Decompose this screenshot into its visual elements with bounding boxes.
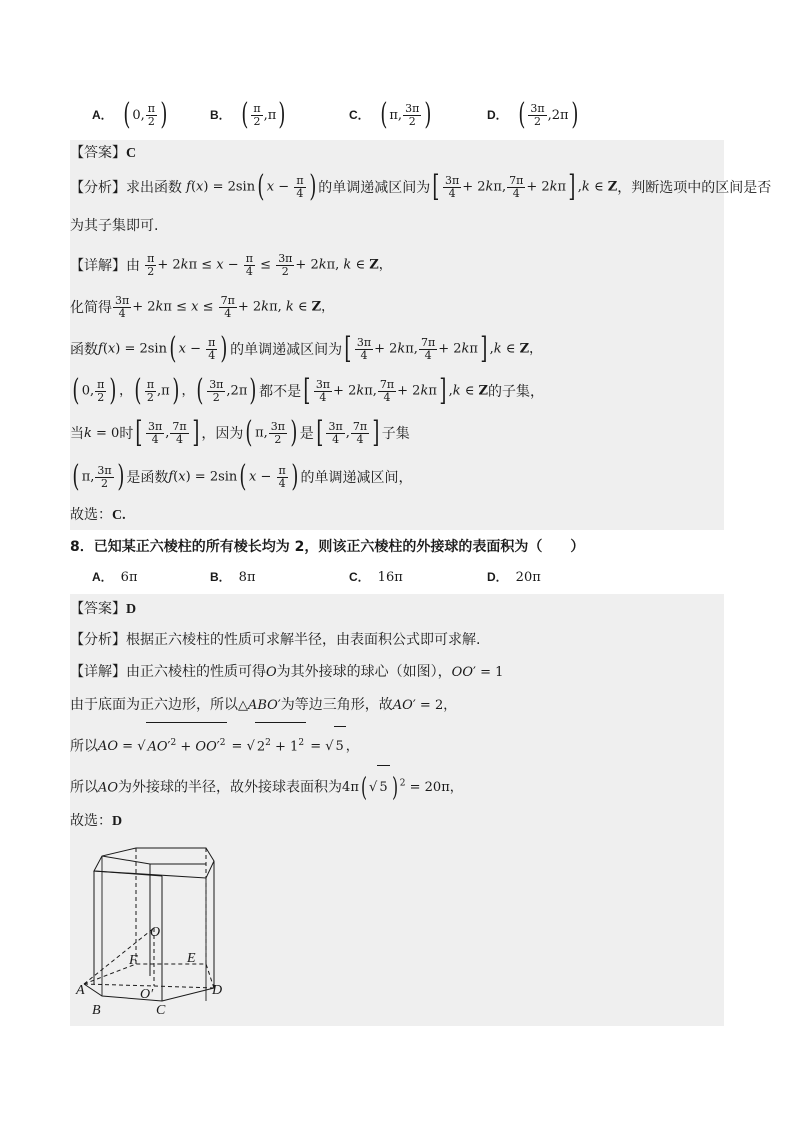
- interval-expression: [ $\frac{3\pi}{4}$ + 2kπ, $\frac{7\pi}{4}$ + 2kπ] ,k ∈ Z，: [344, 331, 543, 366]
- detail-text: 所以: [70, 779, 98, 796]
- interval-option-c: ( π, $\frac{3\pi}{2}$ ): [72, 459, 125, 494]
- detail-text: ，因为: [201, 426, 244, 442]
- analysis-text: 求出函数: [126, 180, 182, 196]
- point-o: O: [266, 665, 277, 680]
- option-label: C．: [349, 107, 370, 122]
- option-label: D．: [487, 570, 508, 584]
- option-value: 8π: [238, 570, 256, 585]
- ao-segment: AO: [98, 780, 119, 796]
- detail-text: 时: [119, 426, 134, 442]
- detail-text: 的单调递减区间，: [300, 470, 413, 486]
- analysis-text: ，判断选项中的区间是否: [617, 180, 772, 196]
- detail-text: 当: [70, 426, 84, 442]
- q8-detail3: [70, 722, 724, 762]
- q7-analysis-line2: [70, 208, 724, 244]
- analysis-label: 【分析】: [70, 632, 126, 648]
- detail-text: 是: [299, 426, 314, 442]
- label-a: A: [76, 983, 85, 998]
- detail-text: 化简得: [70, 300, 112, 316]
- question-text: 已知某正六棱柱的所有棱长均为 2，则该正六棱柱的外接球的表面积为（ ）: [93, 539, 585, 555]
- detail-text: 为等边三角形，故: [280, 697, 393, 713]
- q7-detail-step1: [70, 244, 724, 286]
- function-expression: f(x) = 2sin( x − $\frac{\pi}{4}$ ): [98, 331, 228, 366]
- detail-label: 【详解】: [70, 258, 126, 274]
- option-label: B．: [210, 570, 231, 584]
- option-label: D．: [487, 107, 508, 122]
- ao-prime-length: AO′ = 2，: [392, 698, 457, 713]
- q7-option-c[interactable]: [349, 97, 434, 132]
- detail-text: 由: [126, 258, 140, 274]
- interval-expression: [ $\frac{3\pi}{4}$ + 2kπ, $\frac{7\pi}{4}$ + 2kπ] ,k ∈ Z: [432, 169, 618, 204]
- interval-k0: [ $\frac{3\pi}{4}$ , $\frac{7\pi}{4}$ ]: [316, 415, 380, 450]
- option-value: 16π: [377, 570, 403, 585]
- option-label: A．: [92, 107, 113, 122]
- detail-text: 所以: [70, 738, 98, 755]
- hexagonal-prism-diagram: [74, 836, 254, 1026]
- option-value: 20π: [515, 570, 541, 585]
- q8-analysis: [70, 624, 724, 656]
- inequality-expression: $\frac{\pi}{2}$ + 2kπ ≤ x − $\frac{\pi}{4}$ ≤ $\frac{3\pi}{2}$ + 2kπ, k ∈ Z，: [147, 251, 392, 278]
- function-expression: f(x) = 2sin( x − $\frac{\pi}{4}$ ): [168, 459, 299, 494]
- analysis-text: 的单调递减区间为: [318, 180, 431, 196]
- q7-detail-step3: [70, 328, 724, 370]
- option-label: B．: [210, 107, 231, 122]
- detail-text: 的子集，: [488, 384, 545, 400]
- label-d: D: [212, 983, 223, 998]
- q8-option-d[interactable]: [487, 568, 541, 585]
- option-value: 6π: [120, 570, 138, 585]
- option-c-math: ( π, $\frac{3\pi}{2}$ ): [380, 97, 432, 132]
- detail-text: 由于底面为正六边形，所以: [70, 697, 238, 713]
- q7-conclusion: [70, 500, 724, 530]
- detail-label: 【详解】: [70, 664, 126, 680]
- option-b-math: ( $\frac{\pi}{2}$ ,π): [241, 97, 286, 132]
- label-b: B: [92, 1003, 101, 1018]
- option-label: C．: [349, 570, 370, 584]
- interval-k0: [ $\frac{3\pi}{4}$ , $\frac{7\pi}{4}$ ]: [135, 415, 200, 450]
- detail-text: 都不是: [259, 384, 302, 400]
- conclusion-value: C.: [112, 508, 126, 523]
- triangle-abo: △ABO′: [238, 698, 281, 713]
- simplified-expression: $\frac{3\pi}{4}$ + 2kπ ≤ x ≤ $\frac{7\pi}{4}$ + 2kπ, k ∈ Z，: [115, 293, 335, 320]
- option-a-math: ( 0, $\frac{\pi}{2}$ ): [123, 97, 168, 132]
- label-o: O: [150, 925, 161, 940]
- answer-label: 【答案】: [70, 601, 126, 617]
- surface-area-calc: 4π( √ 5 ) $^2$ = 20π，: [342, 780, 463, 795]
- label-c: C: [156, 1003, 166, 1018]
- q7-detail-step2: [70, 286, 724, 328]
- q8-option-b[interactable]: [210, 568, 256, 585]
- bottom-back-edges: [84, 964, 214, 988]
- q8-question: [70, 536, 724, 558]
- conclusion-label: 故选：: [70, 813, 112, 829]
- detail-text: 函数: [70, 342, 98, 358]
- answer-label: 【答案】: [70, 145, 126, 161]
- detail-text: 是函数: [126, 470, 169, 486]
- q7-detail-step6: [70, 454, 724, 500]
- q7-option-d[interactable]: [487, 97, 580, 132]
- q8-option-c[interactable]: [349, 568, 403, 585]
- question-number: 8．: [70, 539, 94, 555]
- answer-value: C: [126, 146, 137, 161]
- ao-calculation: AO = √ $AO'^2 + OO'^2$ = √ $2^2 + 1^2$ = √ 5 ，: [98, 739, 359, 754]
- intervals-list: ( 0, $\frac{\pi}{2}$ ) ，( $\frac{\pi}{2}$ ,π) ，( $\frac{3\pi}{2}$ ,2π): [72, 373, 257, 408]
- analysis-label: 【分析】: [70, 180, 126, 196]
- label-o-prime: O′: [140, 987, 154, 1002]
- q7-option-b[interactable]: [210, 97, 288, 132]
- top-hexagon: [94, 848, 214, 878]
- q7-analysis: [70, 166, 772, 208]
- q7-detail-step5: [70, 412, 724, 454]
- q8-conclusion: [70, 806, 724, 836]
- analysis-text: 为其子集即可.: [70, 218, 159, 234]
- detail-text: 子集: [381, 426, 410, 442]
- q7-detail-step4: [70, 370, 724, 412]
- detail-text: 为其外接球的球心（如图），: [276, 664, 452, 680]
- label-f: F: [129, 953, 138, 968]
- conclusion-value: D: [112, 814, 123, 829]
- answer-value: D: [126, 602, 137, 617]
- analysis-text: 根据正六棱柱的性质可求解半径，由表面积公式即可求解.: [126, 632, 481, 648]
- conclusion-label: 故选：: [70, 507, 112, 523]
- q8-answer: [70, 594, 724, 624]
- function-expression: f(x) = 2sin( x − $\frac{\pi}{4}$ ): [186, 169, 316, 204]
- label-e: E: [187, 951, 196, 966]
- detail-text: 的单调递减区间为: [230, 342, 343, 358]
- q8-detail1: [70, 656, 724, 688]
- detail-text: 为外接球的半径，故外接球表面积为: [118, 779, 343, 796]
- q7-answer: [70, 140, 724, 166]
- q8-option-a[interactable]: [92, 568, 138, 585]
- k-zero: k = 0: [84, 425, 120, 441]
- q8-detail2: [70, 688, 724, 722]
- oo-length: OO′ = 1: [451, 665, 504, 680]
- option-label: A．: [92, 570, 113, 584]
- interval-option-c: ( π, $\frac{3\pi}{2}$ ): [245, 415, 298, 450]
- option-d-math: ( $\frac{3\pi}{2}$ ,2π): [518, 97, 578, 132]
- detail-text: 由正六棱柱的性质可得: [126, 664, 266, 680]
- q8-detail4: [70, 762, 724, 806]
- interval-expression: [ $\frac{3\pi}{4}$ + 2kπ, $\frac{7\pi}{4}$ + 2kπ] ,k ∈ Z: [303, 373, 489, 408]
- q7-option-a[interactable]: [92, 97, 170, 132]
- prism-figure: [70, 836, 724, 1026]
